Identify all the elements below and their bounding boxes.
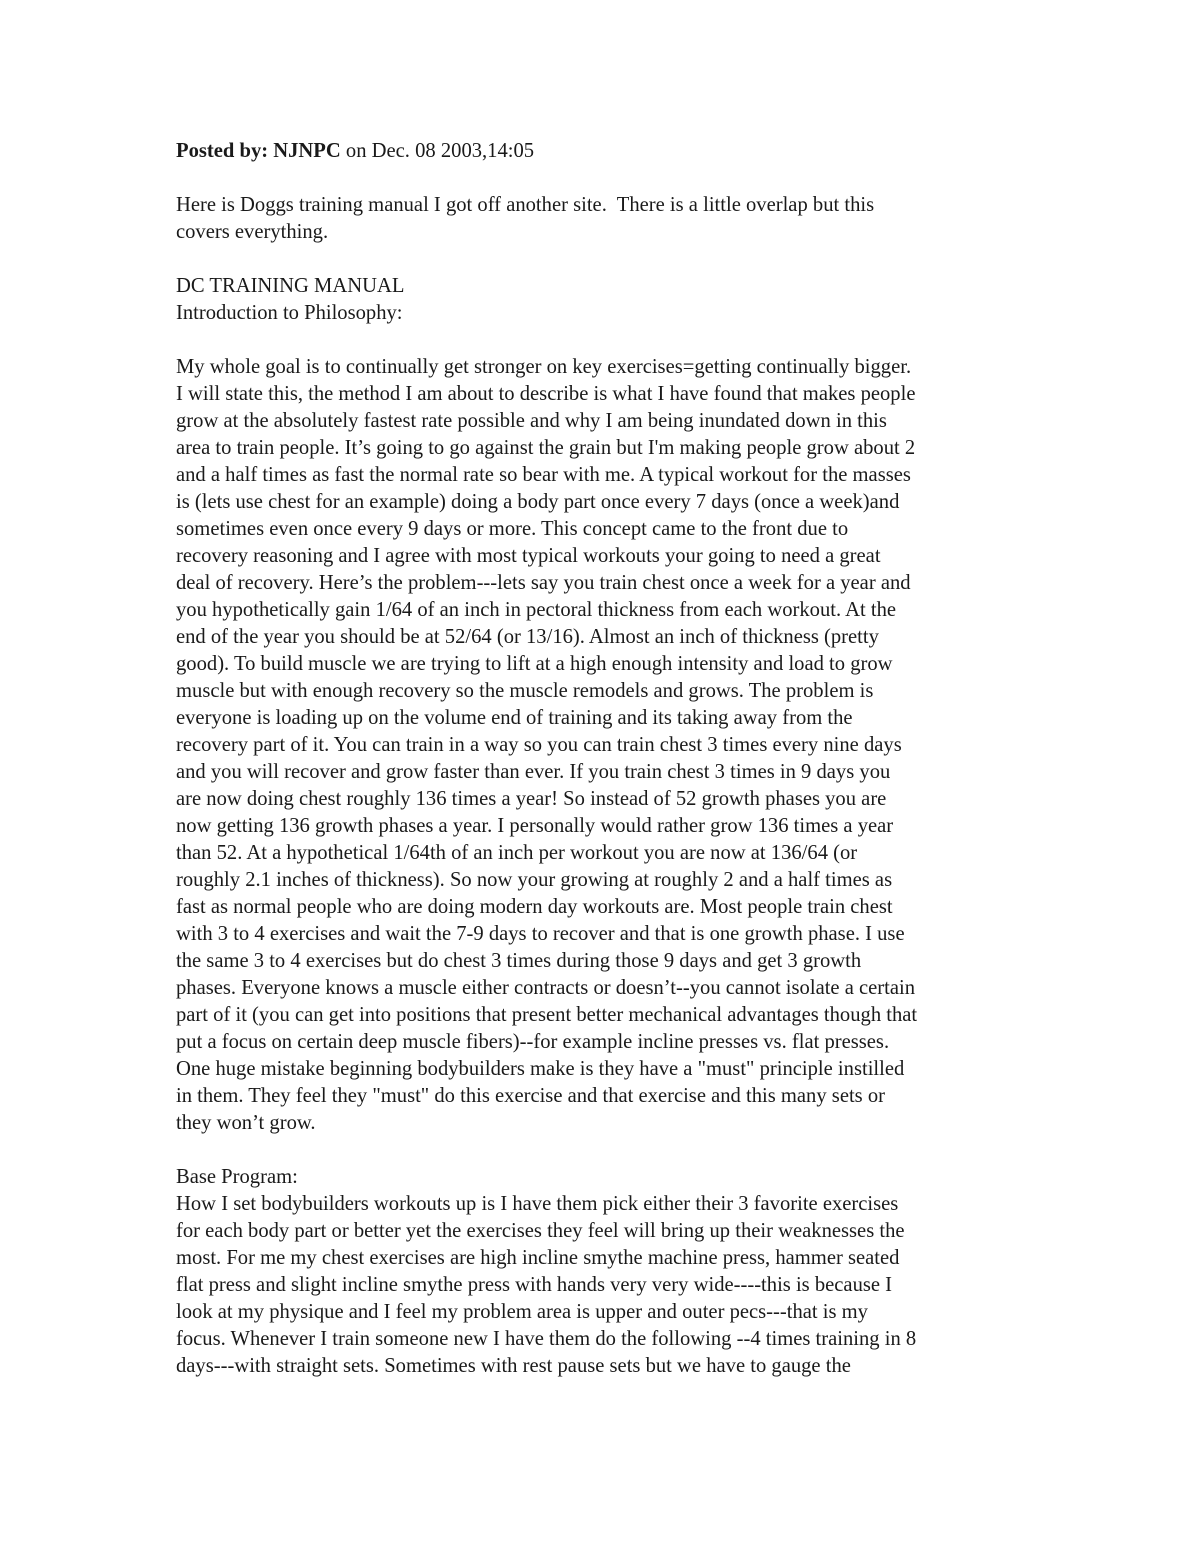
text-line: and you will recover and grow faster than ever. If you train chest 3 times in 9 days you bbox=[176, 761, 891, 783]
text-line: One huge mistake beginning bodybuilders make is they have a "must" principle instilled bbox=[176, 1058, 905, 1080]
text-line: Here is Doggs training manual I got off another site. There is a little overlap but this bbox=[176, 194, 875, 216]
section-heading-philosophy: Introduction to Philosophy: bbox=[176, 302, 403, 324]
text-line: sometimes even once every 9 days or more. This concept came to the front due to bbox=[176, 518, 849, 540]
spacer bbox=[176, 165, 1031, 192]
text-line: recovery reasoning and I agree with most typical workouts your going to need a great bbox=[176, 545, 881, 567]
document-page bbox=[176, 138, 1031, 1380]
author-name: NJNPC bbox=[273, 140, 341, 162]
post-date: on Dec. 08 2003,14:05 bbox=[340, 140, 535, 162]
posted-by-label: Posted by: bbox=[176, 140, 269, 162]
text-line: and a half times as fast the normal rate so bear with me. A typical workout for the masses bbox=[176, 464, 911, 486]
text-line: you hypothetically gain 1/64 of an inch in pectoral thickness from each workout. At the bbox=[176, 599, 897, 621]
text-line: How I set bodybuilders workouts up is I have them pick either their 3 favorite exercises bbox=[176, 1193, 899, 1215]
text-line: fast as normal people who are doing modern day workouts are. Most people train chest bbox=[176, 896, 893, 918]
spacer bbox=[176, 1137, 1031, 1164]
text-line: grow at the absolutely fastest rate possible and why I am being inundated down in this bbox=[176, 410, 887, 432]
text-line: everyone is loading up on the volume end of training and its taking away from the bbox=[176, 707, 853, 729]
text-line: are now doing chest roughly 136 times a year! So instead of 52 growth phases you are bbox=[176, 788, 887, 810]
text-line: muscle but with enough recovery so the muscle remodels and grows. The problem is bbox=[176, 680, 874, 702]
text-line: end of the year you should be at 52/64 (or 13/16). Almost an inch of thickness (pretty bbox=[176, 626, 879, 648]
spacer bbox=[176, 327, 1031, 354]
text-line: most. For me my chest exercises are high incline smythe machine press, hammer seated bbox=[176, 1247, 900, 1269]
base-program-paragraph bbox=[176, 1191, 1031, 1380]
text-line: is (lets use chest for an example) doing a body part once every 7 days (once a week)and bbox=[176, 491, 900, 513]
text-line: recovery part of it. You can train in a way so you can train chest 3 times every nine days bbox=[176, 734, 902, 756]
text-line: now getting 136 growth phases a year. I personally would rather grow 136 times a year bbox=[176, 815, 894, 837]
text-line: My whole goal is to continually get stronger on key exercises=getting continually bigger. bbox=[176, 356, 912, 378]
philosophy-paragraph bbox=[176, 354, 1031, 1137]
text-line: focus. Whenever I train someone new I have them do the following --4 times training in 8 bbox=[176, 1328, 917, 1350]
text-line: covers everything. bbox=[176, 221, 329, 243]
text-line: deal of recovery. Here’s the problem---lets say you train chest once a week for a year and bbox=[176, 572, 911, 594]
text-line: part of it (you can get into positions that present better mechanical advantages though that bbox=[176, 1004, 918, 1026]
text-line: than 52. At a hypothetical 1/64th of an inch per workout you are now at 136/64 (or bbox=[176, 842, 858, 864]
text-line: in them. They feel they "must" do this exercise and that exercise and this many sets or bbox=[176, 1085, 885, 1107]
text-line: flat press and slight incline smythe press with hands very very wide----this is because I bbox=[176, 1274, 893, 1296]
text-line: put a focus on certain deep muscle fibers)--for example incline presses vs. flat presses. bbox=[176, 1031, 890, 1053]
text-line: for each body part or better yet the exercises they feel will bring up their weaknesses the bbox=[176, 1220, 905, 1242]
manual-title: DC TRAINING MANUAL bbox=[176, 275, 405, 297]
text-line: I will state this, the method I am about to describe is what I have found that makes people bbox=[176, 383, 916, 405]
text-line: days---with straight sets. Sometimes with rest pause sets but we have to gauge the bbox=[176, 1355, 851, 1377]
post-header bbox=[176, 138, 1031, 165]
text-line: they won’t grow. bbox=[176, 1112, 316, 1134]
intro-paragraph bbox=[176, 192, 1031, 246]
text-line: roughly 2.1 inches of thickness). So now your growing at roughly 2 and a half times as bbox=[176, 869, 893, 891]
section-heading-base-program: Base Program: bbox=[176, 1166, 298, 1188]
text-line: with 3 to 4 exercises and wait the 7-9 days to recover and that is one growth phase. I use bbox=[176, 923, 905, 945]
spacer bbox=[176, 246, 1031, 273]
text-line: look at my physique and I feel my problem area is upper and outer pecs---that is my bbox=[176, 1301, 868, 1323]
text-line: phases. Everyone knows a muscle either contracts or doesn’t--you cannot isolate a certain bbox=[176, 977, 916, 999]
text-line: the same 3 to 4 exercises but do chest 3 times during those 9 days and get 3 growth bbox=[176, 950, 862, 972]
text-line: area to train people. It’s going to go against the grain but I'm making people grow about 2 bbox=[176, 437, 916, 459]
text-line: good). To build muscle we are trying to lift at a high enough intensity and load to grow bbox=[176, 653, 893, 675]
